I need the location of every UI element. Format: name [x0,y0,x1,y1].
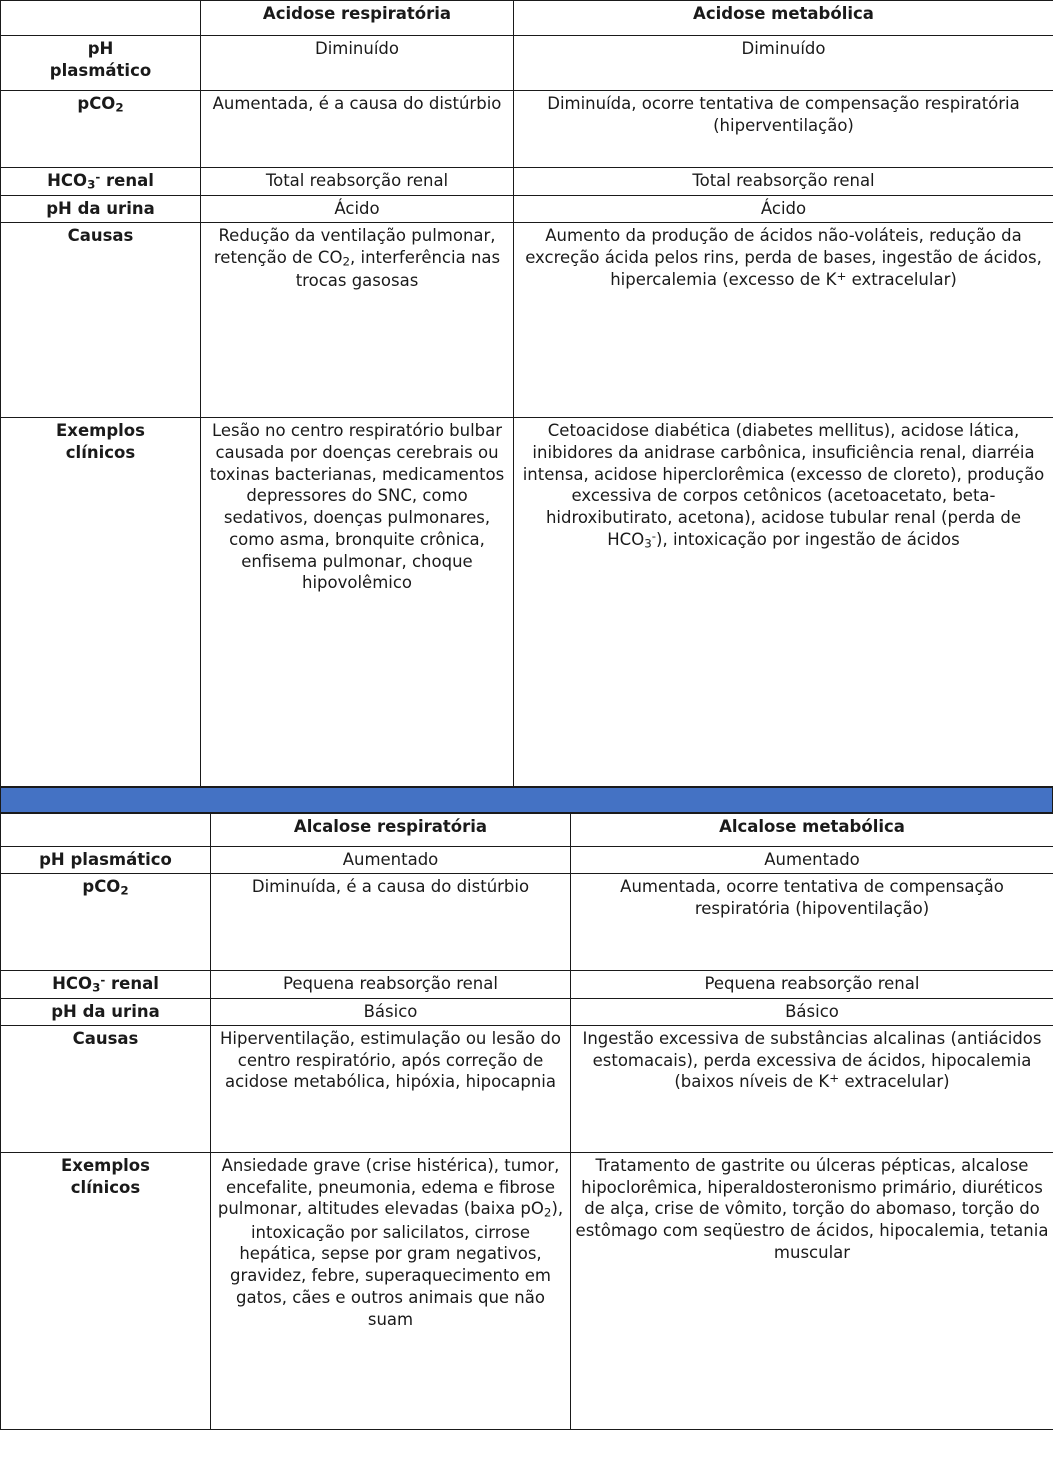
table-row [1,999,1053,1026]
table-row [1,847,1053,874]
table-row [1,873,1053,970]
blue-divider-band [0,787,1053,813]
row-label-hco3-renal: $HCO_3^-$ renal [1,970,211,998]
cell-acidose-respiratoria-hco3: Total reabsorção renal [201,168,514,196]
row-label-ph-plasmatico: pH plasmático [1,36,201,91]
cell-acidose-respiratoria-ph: Diminuído [201,36,514,91]
table-row [1,196,1053,223]
cell-alcalose-respiratoria-causas: Hiperventilação, estimulação ou lesão do centro respiratório, após correção de acidose metabólica, hipóxia, hipocapnia [211,1025,571,1152]
acidose-respiratoria-header: Acidose respiratória [201,1,514,36]
cell-alcalose-metabolica-ph-urina: Básico [571,999,1053,1026]
row-label-exemplos-clinicos: Exemplos clínicos [1,418,201,787]
cell-acidose-metabolica-causas: Aumento da produção de ácidos não-voláteis, redução da excreção ácida pelos rins, perda de bases, ingestão de ácidos, hipercalemia (excesso de K+ extracelular) [514,223,1053,418]
table-row [1,418,1053,787]
row-label-pco2: pCO$_2$ [1,91,201,168]
cell-alcalose-metabolica-pco2: Aumentada, ocorre tentativa de compensação respiratória (hipoventilação) [571,873,1053,970]
alcalose-table [0,813,1053,1430]
cell-acidose-respiratoria-exemplos: Lesão no centro respiratório bulbar causada por doenças cerebrais ou toxinas bacterianas, medicamentos depressores do SNC, como sedativos, doenças pulmonares, como asma, bronquite crônica, enfisema pulmonar, choque hipovolêmico [201,418,514,787]
alcalose-metabolica-header: Alcalose metabólica [571,814,1053,847]
cell-alcalose-metabolica-exemplos: Tratamento de gastrite ou úlceras pépticas, alcalose hipoclorêmica, hiperaldosteronismo primário, diuréticos de alça, crise de vômito, torção do abomaso, torção do estômago com seqüestro de ácidos, hipocalemia, tetania muscular [571,1152,1053,1429]
alcalose-respiratoria-header: Alcalose respiratória [211,814,571,847]
cell-alcalose-respiratoria-ph: Aumentado [211,847,571,874]
cell-alcalose-respiratoria-hco3: Pequena reabsorção renal [211,970,571,998]
table-row [1,168,1053,196]
row-label-ph-urina: pH da urina [1,196,201,223]
cell-alcalose-respiratoria-pco2: Diminuída, é a causa do distúrbio [211,873,571,970]
alcalose-corner-cell [1,814,211,847]
acidose-corner-cell [1,1,201,36]
table-row [1,1025,1053,1152]
cell-alcalose-respiratoria-ph-urina: Básico [211,999,571,1026]
cell-acidose-metabolica-ph: Diminuído [514,36,1053,91]
cell-acidose-metabolica-exemplos: Cetoacidose diabética (diabetes mellitus), acidose lática, inibidores da anidrase carbônica, insuficiência renal, diarréia intensa, acidose hiperclorêmica (excesso de cloreto), produção excessiva de corpos cetônicos (acetoacetato, beta-hidroxibutirato, acetona), acidose tubular renal (perda de $HCO_3^-$), intoxicação por ingestão de ácidos [514,418,1053,787]
cell-alcalose-metabolica-ph: Aumentado [571,847,1053,874]
table-row [1,1152,1053,1429]
cell-acidose-respiratoria-causas: Redução da ventilação pulmonar, retenção de $CO_2$, interferência nas trocas gasosas [201,223,514,418]
row-label-pco2: pCO$_2$ [1,873,211,970]
cell-acidose-respiratoria-ph-urina: Ácido [201,196,514,223]
row-label-exemplos-clinicos: Exemplos clínicos [1,1152,211,1429]
table-header-row [1,1,1053,36]
row-label-ph-urina: pH da urina [1,999,211,1026]
acidose-metabolica-header: Acidose metabólica [514,1,1053,36]
cell-acidose-metabolica-pco2: Diminuída, ocorre tentativa de compensação respiratória (hiperventilação) [514,91,1053,168]
cell-alcalose-respiratoria-exemplos: Ansiedade grave (crise histérica), tumor, encefalite, pneumonia, edema e fibrose pulmonar, altitudes elevadas (baixa $pO_2$), intoxicação por salicilatos, cirrose hepática, sepse por gram negativos, gravidez, febre, superaquecimento em gatos, cães e outros animais que não suam [211,1152,571,1429]
table-row [1,223,1053,418]
cell-acidose-metabolica-ph-urina: Ácido [514,196,1053,223]
row-label-causas: Causas [1,223,201,418]
cell-acidose-respiratoria-pco2: Aumentada, é a causa do distúrbio [201,91,514,168]
table-row [1,970,1053,998]
row-label-causas: Causas [1,1025,211,1152]
cell-alcalose-metabolica-causas: Ingestão excessiva de substâncias alcalinas (antiácidos estomacais), perda excessiva de ácidos, hipocalemia (baixos níveis de K+ extracelular) [571,1025,1053,1152]
row-label-ph-plasmatico: pH plasmático [1,847,211,874]
row-label-hco3-renal: $HCO_3^-$ renal [1,168,201,196]
table-row [1,36,1053,91]
table-row [1,91,1053,168]
cell-alcalose-metabolica-hco3: Pequena reabsorção renal [571,970,1053,998]
table-header-row [1,814,1053,847]
cell-acidose-metabolica-hco3: Total reabsorção renal [514,168,1053,196]
